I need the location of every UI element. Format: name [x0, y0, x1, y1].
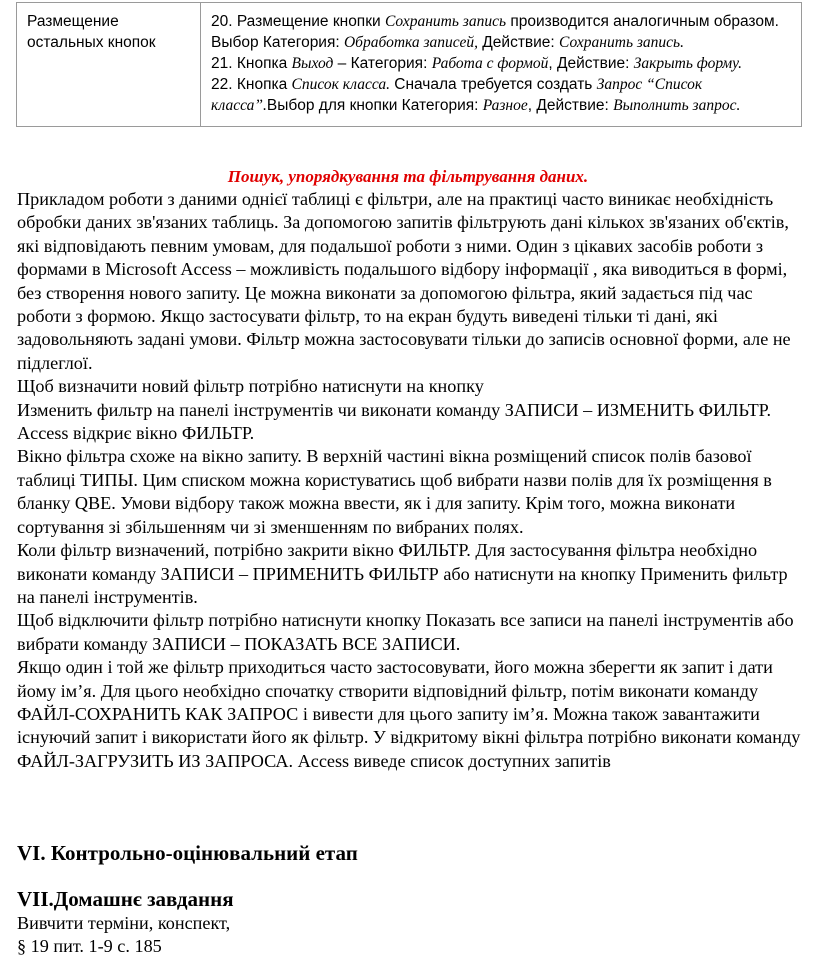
paragraph: Щоб визначити новий фільтр потрібно натиснути на кнопку	[17, 376, 484, 397]
step-21-category: Работа с формой	[431, 55, 549, 72]
paragraph: Щоб відключити фільтр потрібно натиснути кнопку Показать все записи на панелі інструментів або вибрати команду ЗАПИСИ – ПОКАЗАТЬ ВСЕ ЗАПИСИ.	[17, 610, 794, 654]
homework-line: § 19 пит. 1-9 с. 185	[17, 936, 162, 956]
section-heading: Пошук, упорядкування та фільтрування даних.	[227, 167, 589, 186]
step-22-action: Выполнить запрос.	[613, 97, 741, 114]
homework-text	[17, 912, 230, 958]
step-22-query-name: Запрос “Список класса”.	[211, 76, 703, 114]
step-20-text: 20. Размещение кнопки	[211, 13, 385, 30]
section-6-title: VI. Контрольно-оцінювальний етап	[17, 841, 358, 865]
step-22-text-4: , Действие:	[527, 97, 614, 114]
step-20-text-3: Действие:	[477, 34, 560, 51]
table-cell-topic: Размещение остальных кнопок	[17, 3, 201, 127]
step-22-button-name: Список класса.	[291, 76, 390, 93]
body-text	[17, 188, 807, 773]
instruction-table	[16, 2, 802, 127]
step-22-category: Разное	[482, 97, 528, 114]
step-21-text-3: , Действие:	[548, 55, 634, 72]
step-22-text-3: Выбор для кнопки Категория:	[266, 97, 483, 114]
step-20-button-name: Сохранить запись	[384, 13, 507, 30]
step-20-text-2: производится аналогичным образом. Выбор Категория:	[211, 13, 779, 51]
paragraph: Якщо один і той же фільтр приходиться часто застосовувати, його можна зберегти як запит і дати йому ім’я. Для цього необхідно спочатку створити відповідний фільтр, потім виконати команду ФАЙЛ-СОХРАНИТЬ КАК ЗАПРОС і вивести для цього запиту ім’я. Можна також завантажити існуючий запит і використати його як фільтр. У відкритому вікні фільтра потрібно виконати команду ФАЙЛ-ЗАГРУЗИТЬ ИЗ ЗАПРОСА. Access виведе список доступних запитів	[17, 657, 801, 771]
step-22-text-2: Сначала требуется создать	[389, 76, 597, 93]
step-21-action: Закрыть форму.	[633, 55, 742, 72]
paragraph: Коли фільтр визначений, потрібно закрити вікно ФИЛЬТР. Для застосування фільтра необхідно виконати команду ЗАПИСИ – ПРИМЕНИТЬ ФИЛЬТР або натиснути на кнопку Применить фильтр на панелі інструментів.	[17, 540, 788, 607]
step-21-text: 21. Кнопка	[211, 55, 292, 72]
step-21-text-2: – Категория:	[333, 55, 432, 72]
table-row	[17, 3, 802, 127]
paragraph: Вікно фільтра схоже на вікно запиту. В верхній частині вікна розміщений список полів базової таблиці ТИПЫ. Цим списком можна користуватись щоб вибрати назви полів для їх розміщення в бланку QBE. Умови відбору також можна ввести, як і для запиту. Крім того, можна виконати сортування зі збільшенням чи зі зменшенням по вибраних полях.	[17, 446, 772, 537]
step-20-action: Сохранить запись.	[559, 34, 684, 51]
section-7-title: VII.Домашнє завдання	[17, 887, 234, 911]
table-cell-steps	[201, 3, 802, 127]
step-20-category: Обработка записей,	[343, 34, 478, 51]
step-22-text: 22. Кнопка	[211, 76, 292, 93]
homework-line: Вивчити терміни, конспект,	[17, 913, 231, 933]
paragraph: Прикладом роботи з даними однієї таблиці є фільтри, але на практиці часто виникає необхідність обробки даних зв'язаних таблиць. За допомогою запитів фільтрують дані кількох зв'язаних об'єктів, які відповідають певним умовам, для подальшої роботи з ними. Один з цікавих засобів роботи з формами в Microsoft Access – можливість подальшого відбору інформації , яка виводиться в формі, без створення нового запиту. Це можна виконати за допомогою фільтра, який задається під час роботи з формою. Якщо застосувати фільтр, то на екран будуть виведені тільки ті дані, які задовольняють задані умови. Фільтр можна застосовувати тільки до записів основної форми, але не підлеглої.	[17, 189, 791, 373]
paragraph: Изменить фильтр на панелі інструментів чи виконати команду ЗАПИСИ – ИЗМЕНИТЬ ФИЛЬТР. Access відкриє вікно ФИЛЬТР.	[17, 399, 772, 444]
step-21-button-name: Выход	[291, 55, 334, 72]
